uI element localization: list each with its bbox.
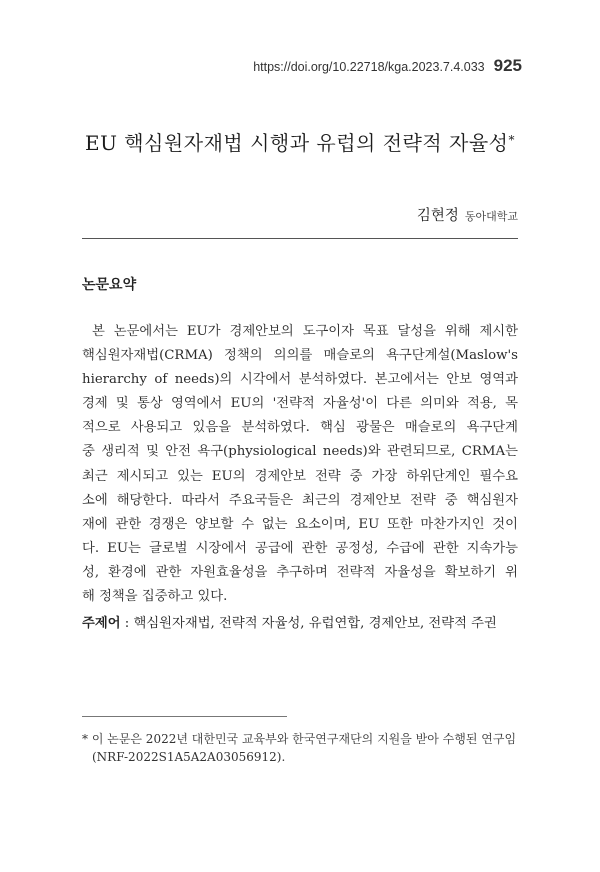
paper-title-text: EU 핵심원자재법 시행과 유럽의 전략적 자율성 (84, 131, 509, 155)
page-number: 925 (493, 56, 522, 75)
header-divider (82, 238, 518, 239)
abstract-line: 다. EU는 글로벌 시장에서 공급에 관한 공정성, 수급에 관한 지속가능 (82, 540, 518, 556)
abstract-heading: 논문요약 (82, 277, 137, 293)
abstract-line: 핵심원자재법(CRMA) 정책의 의의를 매슬로의 욕구단계설(Maslow's (82, 348, 518, 364)
abstract-line: 성, 환경에 관한 자원효율성을 추구하며 전략적 자율성을 확보하기 위 (82, 564, 518, 580)
keywords (82, 612, 497, 631)
author-name: 김현정 (416, 208, 459, 224)
abstract-line: 경제 및 통상 영역에서 EU의 '전략적 자율성'이 다른 의미와 적용, 목 (82, 396, 518, 412)
running-header (253, 56, 522, 76)
abstract-line: 적으로 사용되고 있음을 분석하였다. 핵심 광물은 매슬로의 욕구단계 (82, 420, 518, 436)
author-line (417, 204, 518, 225)
abstract-line: 재에 관한 경쟁은 양보할 수 없는 요소이며, EU 또한 마찬가지인 것이 (82, 516, 518, 532)
footnote-divider (82, 716, 287, 717)
keywords-label: 주제어 (82, 616, 121, 631)
keywords-separator: : (120, 616, 134, 631)
abstract-body (82, 320, 518, 609)
abstract-line: 중 생리적 및 안전 욕구(physiological needs)와 관련되므로, CRMA는 (82, 444, 518, 460)
title-footnote-mark: * (508, 133, 515, 147)
abstract-line: 해 정책을 집중하고 있다. (82, 589, 228, 605)
doi-link[interactable]: https://doi.org/10.22718/kga.2023.7.4.033 (253, 60, 485, 74)
abstract-line: 본 논문에서는 EU가 경제안보의 도구이자 목표 달성을 위해 제시한 (92, 324, 518, 339)
abstract-line: 최근 제시되고 있는 EU의 경제안보 전략 중 가장 하위단계인 필수요 (82, 468, 518, 484)
footnote-line: (NRF-2022S1A5A2A03056912). (92, 750, 286, 764)
author-affiliation: 동아대학교 (464, 210, 518, 223)
abstract-line: 소에 해당한다. 따라서 주요국들은 최근의 경제안보 전략 중 핵심원자 (82, 492, 518, 508)
paper-title (0, 127, 600, 156)
abstract-line: hierarchy of needs)의 시각에서 분석하였다. 본고에서는 안보 영역과 (82, 372, 518, 388)
keywords-text: 핵심원자재법, 전략적 자율성, 유럽연합, 경제안보, 전략적 주권 (133, 616, 497, 631)
footnote-line: * 이 논문은 2022년 대한민국 교육부와 한국연구재단의 지원을 받아 수행된 연구임 (82, 732, 517, 746)
footnote (82, 730, 518, 766)
